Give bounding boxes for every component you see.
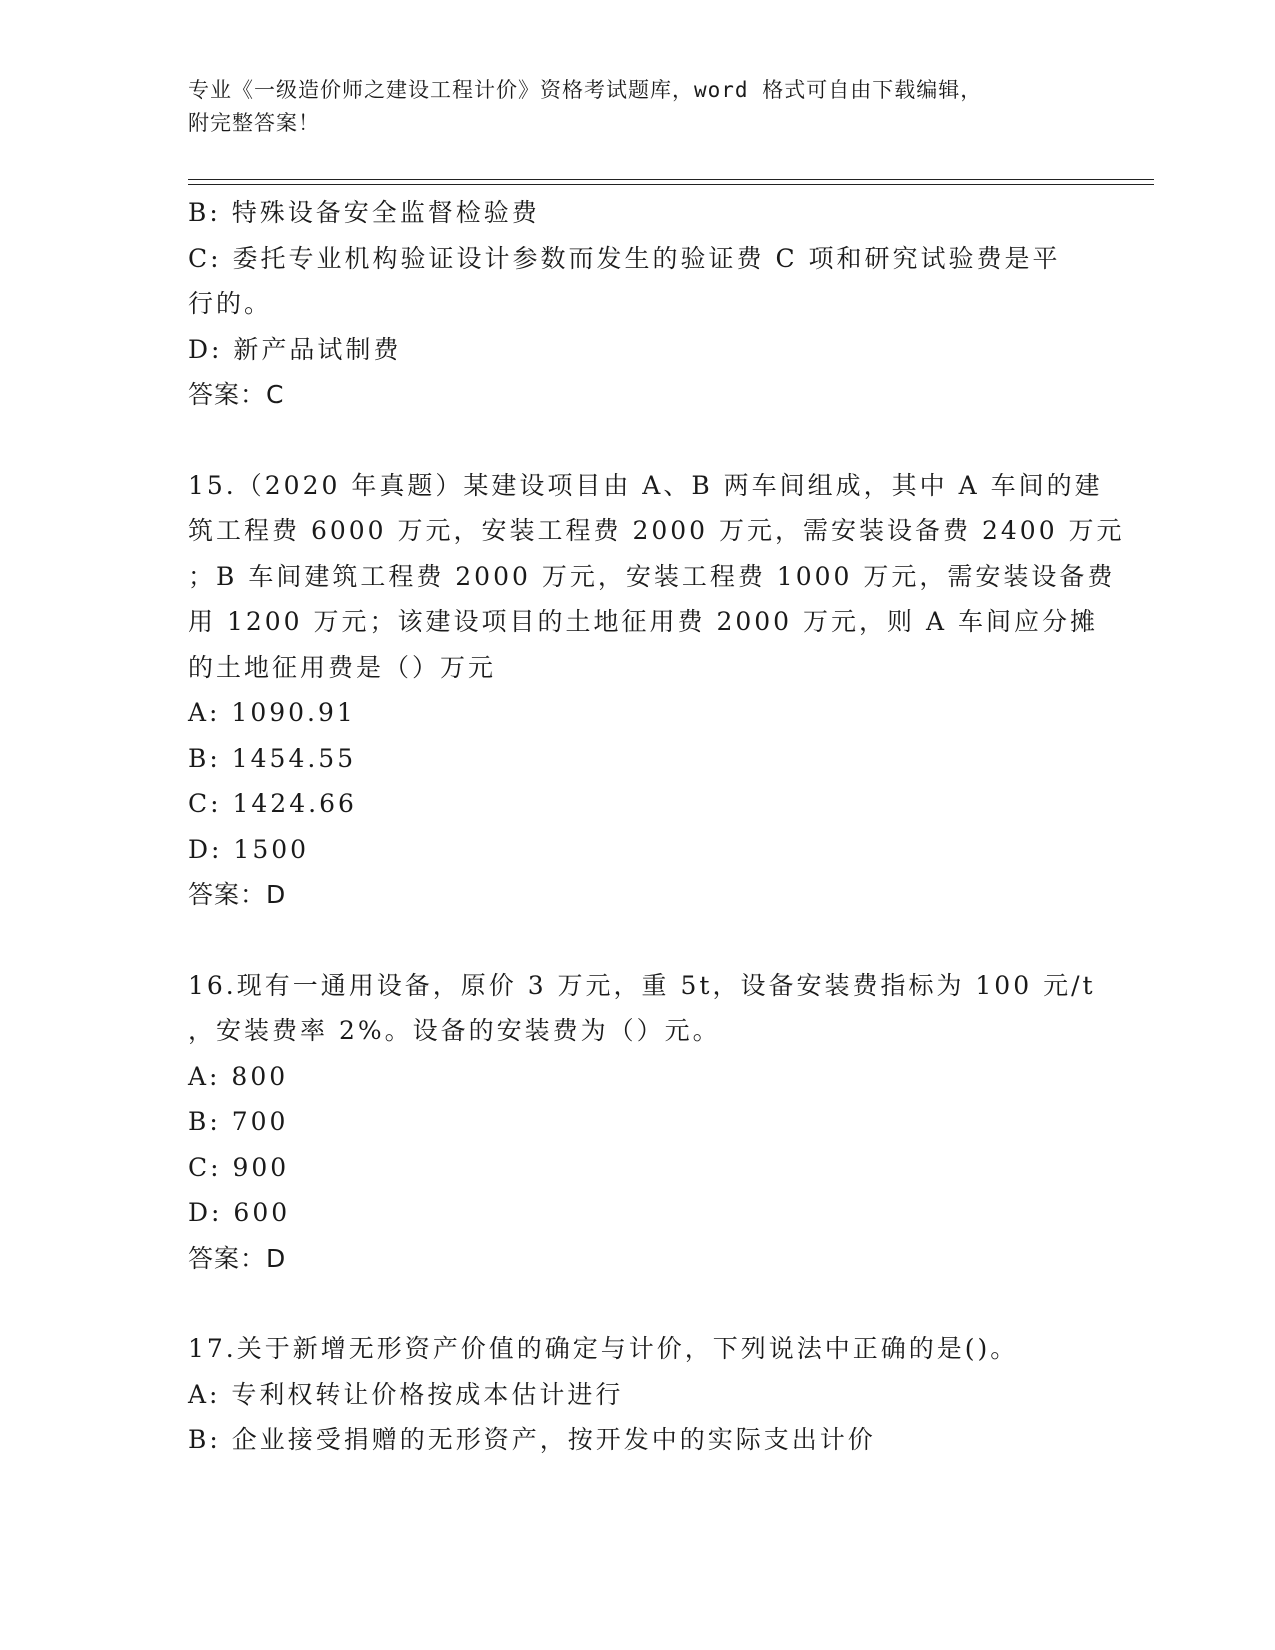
question-content xyxy=(188,190,1125,1463)
question-stem-line: 15.（2020 年真题）某建设项目由 A、B 两车间组成，其中 A 车间的建 xyxy=(188,470,1103,500)
spacer xyxy=(188,918,1088,963)
option-b: B: 1454.55 xyxy=(188,743,357,773)
question-stem-line: ；B 车间建筑工程费 2000 万元，安装工程费 1000 万元，需安装设备费 xyxy=(188,561,1116,591)
option-a: A: 800 xyxy=(188,1061,289,1091)
spacer xyxy=(188,1281,1088,1326)
question-stem-line: 17.关于新增无形资产价值的确定与计价，下列说法中正确的是()。 xyxy=(188,1334,1019,1363)
option-b: B: 700 xyxy=(188,1107,289,1136)
option-a: A: 1090.91 xyxy=(188,698,356,727)
question-stem-line: ，安装费率 2%。设备的安装费为（）元。 xyxy=(188,1016,721,1045)
answer-label: 答案：D xyxy=(188,880,287,909)
question-stem-line: 的土地征用费是（）万元 xyxy=(188,652,497,682)
answer-label: 答案：C xyxy=(188,380,285,409)
question-17 xyxy=(188,1326,1088,1463)
option-d: D: 新产品试制费 xyxy=(188,334,402,364)
header-rule-top xyxy=(188,179,1154,180)
option-d: D: 600 xyxy=(188,1198,291,1227)
header-line-2: 附完整答案！ xyxy=(188,111,320,135)
question-stem-line: 筑工程费 6000 万元，安装工程费 2000 万元，需安装设备费 2400 万元 xyxy=(188,516,1125,545)
question-15 xyxy=(188,463,1125,918)
option-b: B: 企业接受捐赠的无形资产，按开发中的实际支出计价 xyxy=(188,1425,876,1454)
option-a: A: 专利权转让价格按成本估计进行 xyxy=(188,1379,624,1409)
document-header xyxy=(188,74,1088,140)
option-c-line-2: 行的。 xyxy=(188,289,273,318)
option-c: C: 900 xyxy=(188,1152,290,1182)
spacer xyxy=(188,418,1088,463)
option-c: C: 1424.66 xyxy=(188,789,357,818)
question-stem-line: 16.现有一通用设备，原价 3 万元，重 5t，设备安装费指标为 100 元/t xyxy=(188,970,1096,1000)
question-stem-line: 用 1200 万元；该建设项目的土地征用费 2000 万元，则 A 车间应分摊 xyxy=(188,607,1098,636)
option-d: D: 1500 xyxy=(188,834,310,864)
header-rule-bottom xyxy=(188,184,1154,185)
answer-label: 答案：D xyxy=(188,1243,287,1273)
question-16 xyxy=(188,963,1096,1282)
option-b: B: 特殊设备安全监督检验费 xyxy=(188,198,540,227)
header-line-1: 专业《一级造价师之建设工程计价》资格考试题库，word 格式可自由下载编辑， xyxy=(188,78,983,102)
question-14-tail xyxy=(188,190,1088,418)
option-c-line-1: C: 委托专业机构验证设计参数而发生的验证费 C 项和研究试验费是平 xyxy=(188,243,1061,273)
